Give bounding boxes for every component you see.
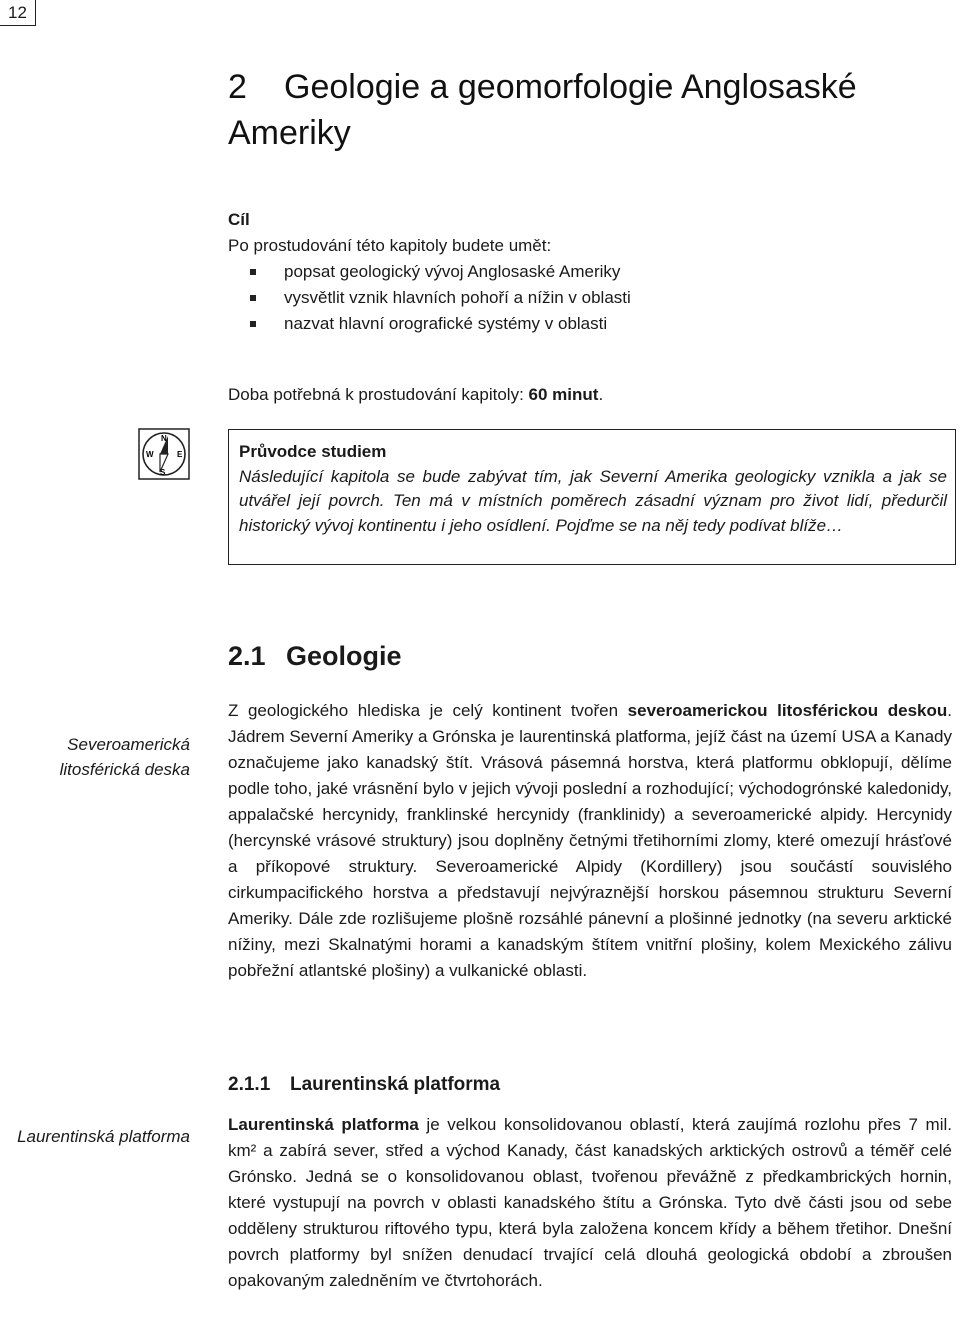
study-duration (228, 382, 948, 408)
goal-block (228, 207, 948, 337)
goal-item-text: popsat geologický vývoj Anglosaské Ameriky (284, 262, 621, 281)
goal-item (228, 259, 948, 285)
page-number: 12 (0, 0, 36, 26)
geology-paragraph (228, 698, 952, 984)
p1-start: Z geologického hlediska je celý kontinent tvořen (228, 701, 628, 720)
square-bullet-icon (250, 321, 256, 327)
subsection-title-text: Laurentinská platforma (290, 1074, 501, 1095)
p2-bold-term: Laurentinská platforma (228, 1115, 419, 1134)
subsection-title (228, 1071, 948, 1099)
section-title-text: Geologie (286, 641, 402, 671)
duration-suffix: . (598, 385, 604, 404)
guide-title: Průvodce studiem (239, 442, 387, 461)
goal-heading: Cíl (228, 210, 250, 229)
section-number: 2.1 (228, 641, 266, 671)
goal-list (228, 259, 948, 337)
chapter-title (228, 64, 948, 156)
compass-letter-e: E (177, 450, 183, 459)
duration-label: Doba potřebná k prostudování kapitoly: (228, 385, 529, 404)
subsection-number: 2.1.1 (228, 1074, 271, 1095)
goal-item (228, 285, 948, 311)
guide-text: Následující kapitola se bude zabývat tím, jak Severní Amerika geologicky vznikla a jak se utvářel její povrch. Ten má v místních poměrech zásadní význam pro život lidí, předurčil historický vývoj kontinentu i jeho osídlení. Pojďme se na něj tedy podívat blíže… (239, 466, 947, 535)
compass-letter-n: N (161, 434, 167, 443)
goal-intro: Po prostudování této kapitoly budete umět: (228, 236, 552, 255)
platform-paragraph (228, 1112, 952, 1294)
compass-letter-w: W (146, 450, 154, 459)
compass-letter-s: S (160, 468, 166, 477)
margin-note-platform: Laurentinská platforma (17, 1127, 190, 1146)
study-guide-box (228, 429, 956, 565)
p2-rest: je velkou konsolidovanou oblastí, která zaujímá rozlohu přes 7 mil. km² a zabírá sever, střed a východ Kanady, část kanadských arktických ostrovů a téměř celé Grónsko. Jedná se o konsolidovanou oblast, tvořenou převážně z předkambrických hornin, které vystupují na povrch v oblasti kanadského štítu a Grónska. Tyto dvě části jsou od sebe odděleny strukturou riftového typu, která byla založena koncem křídy a během třetihor. Dnešní povrch platformy byl snížen denudací trvající celá dlouhá geologická období a zbroušen opakovaným zaledněním ve čtvrtohorách. (228, 1115, 952, 1290)
p1-rest: . Jádrem Severní Ameriky a Grónska je laurentinská platforma, jejíž část na území USA a Kanady označujeme jako kanadský štít. Vrásová pásemná horstva, která platformu obklopují, dělíme podle toho, jaké vrásnění bylo v jejich vývoji poslední a rozhodující; východogrónské kaledonidy, appalačské hercynidy, franklinské hercynidy (franklinidy) a severoamerické alpidy. Hercynidy (hercynské vrásové struktury) jsou doplněny četnými třetihorními zlomy, které omezují hrásťové a příkopové struktury. Severoamerické Alpidy (Kordillery) jsou součástí souvislého cirkumpacifického horstva a představují nejvýraznější horskou pásemnou strukturu Severní Ameriky. Dále zde rozlišujeme plošně rozsáhlé pánevní a plošinné jednotky (na severu arktické nížiny, mezi Skalnatými horami a kanadským štítem vnitřní plošiny, kolem Mexického zálivu pobřežní atlantské plošiny) a vulkanické oblasti. (228, 701, 953, 980)
chapter-number: 2 (228, 68, 247, 106)
p1-bold-term: severoamerickou litosférickou deskou (627, 701, 948, 720)
goal-item-text: vysvětlit vznik hlavních pohoří a nížin v oblasti (284, 288, 631, 307)
section-title (228, 636, 948, 676)
duration-value: 60 minut (528, 385, 599, 404)
compass-icon (138, 428, 190, 480)
square-bullet-icon (250, 295, 256, 301)
goal-item-text: nazvat hlavní orografické systémy v oblasti (284, 314, 608, 333)
goal-item (228, 311, 948, 337)
margin-note-plate: Severoamerická litosférická deska (59, 735, 190, 779)
square-bullet-icon (250, 269, 256, 275)
chapter-title-text: Geologie a geomorfologie Anglosaské Ameriky (228, 68, 857, 152)
